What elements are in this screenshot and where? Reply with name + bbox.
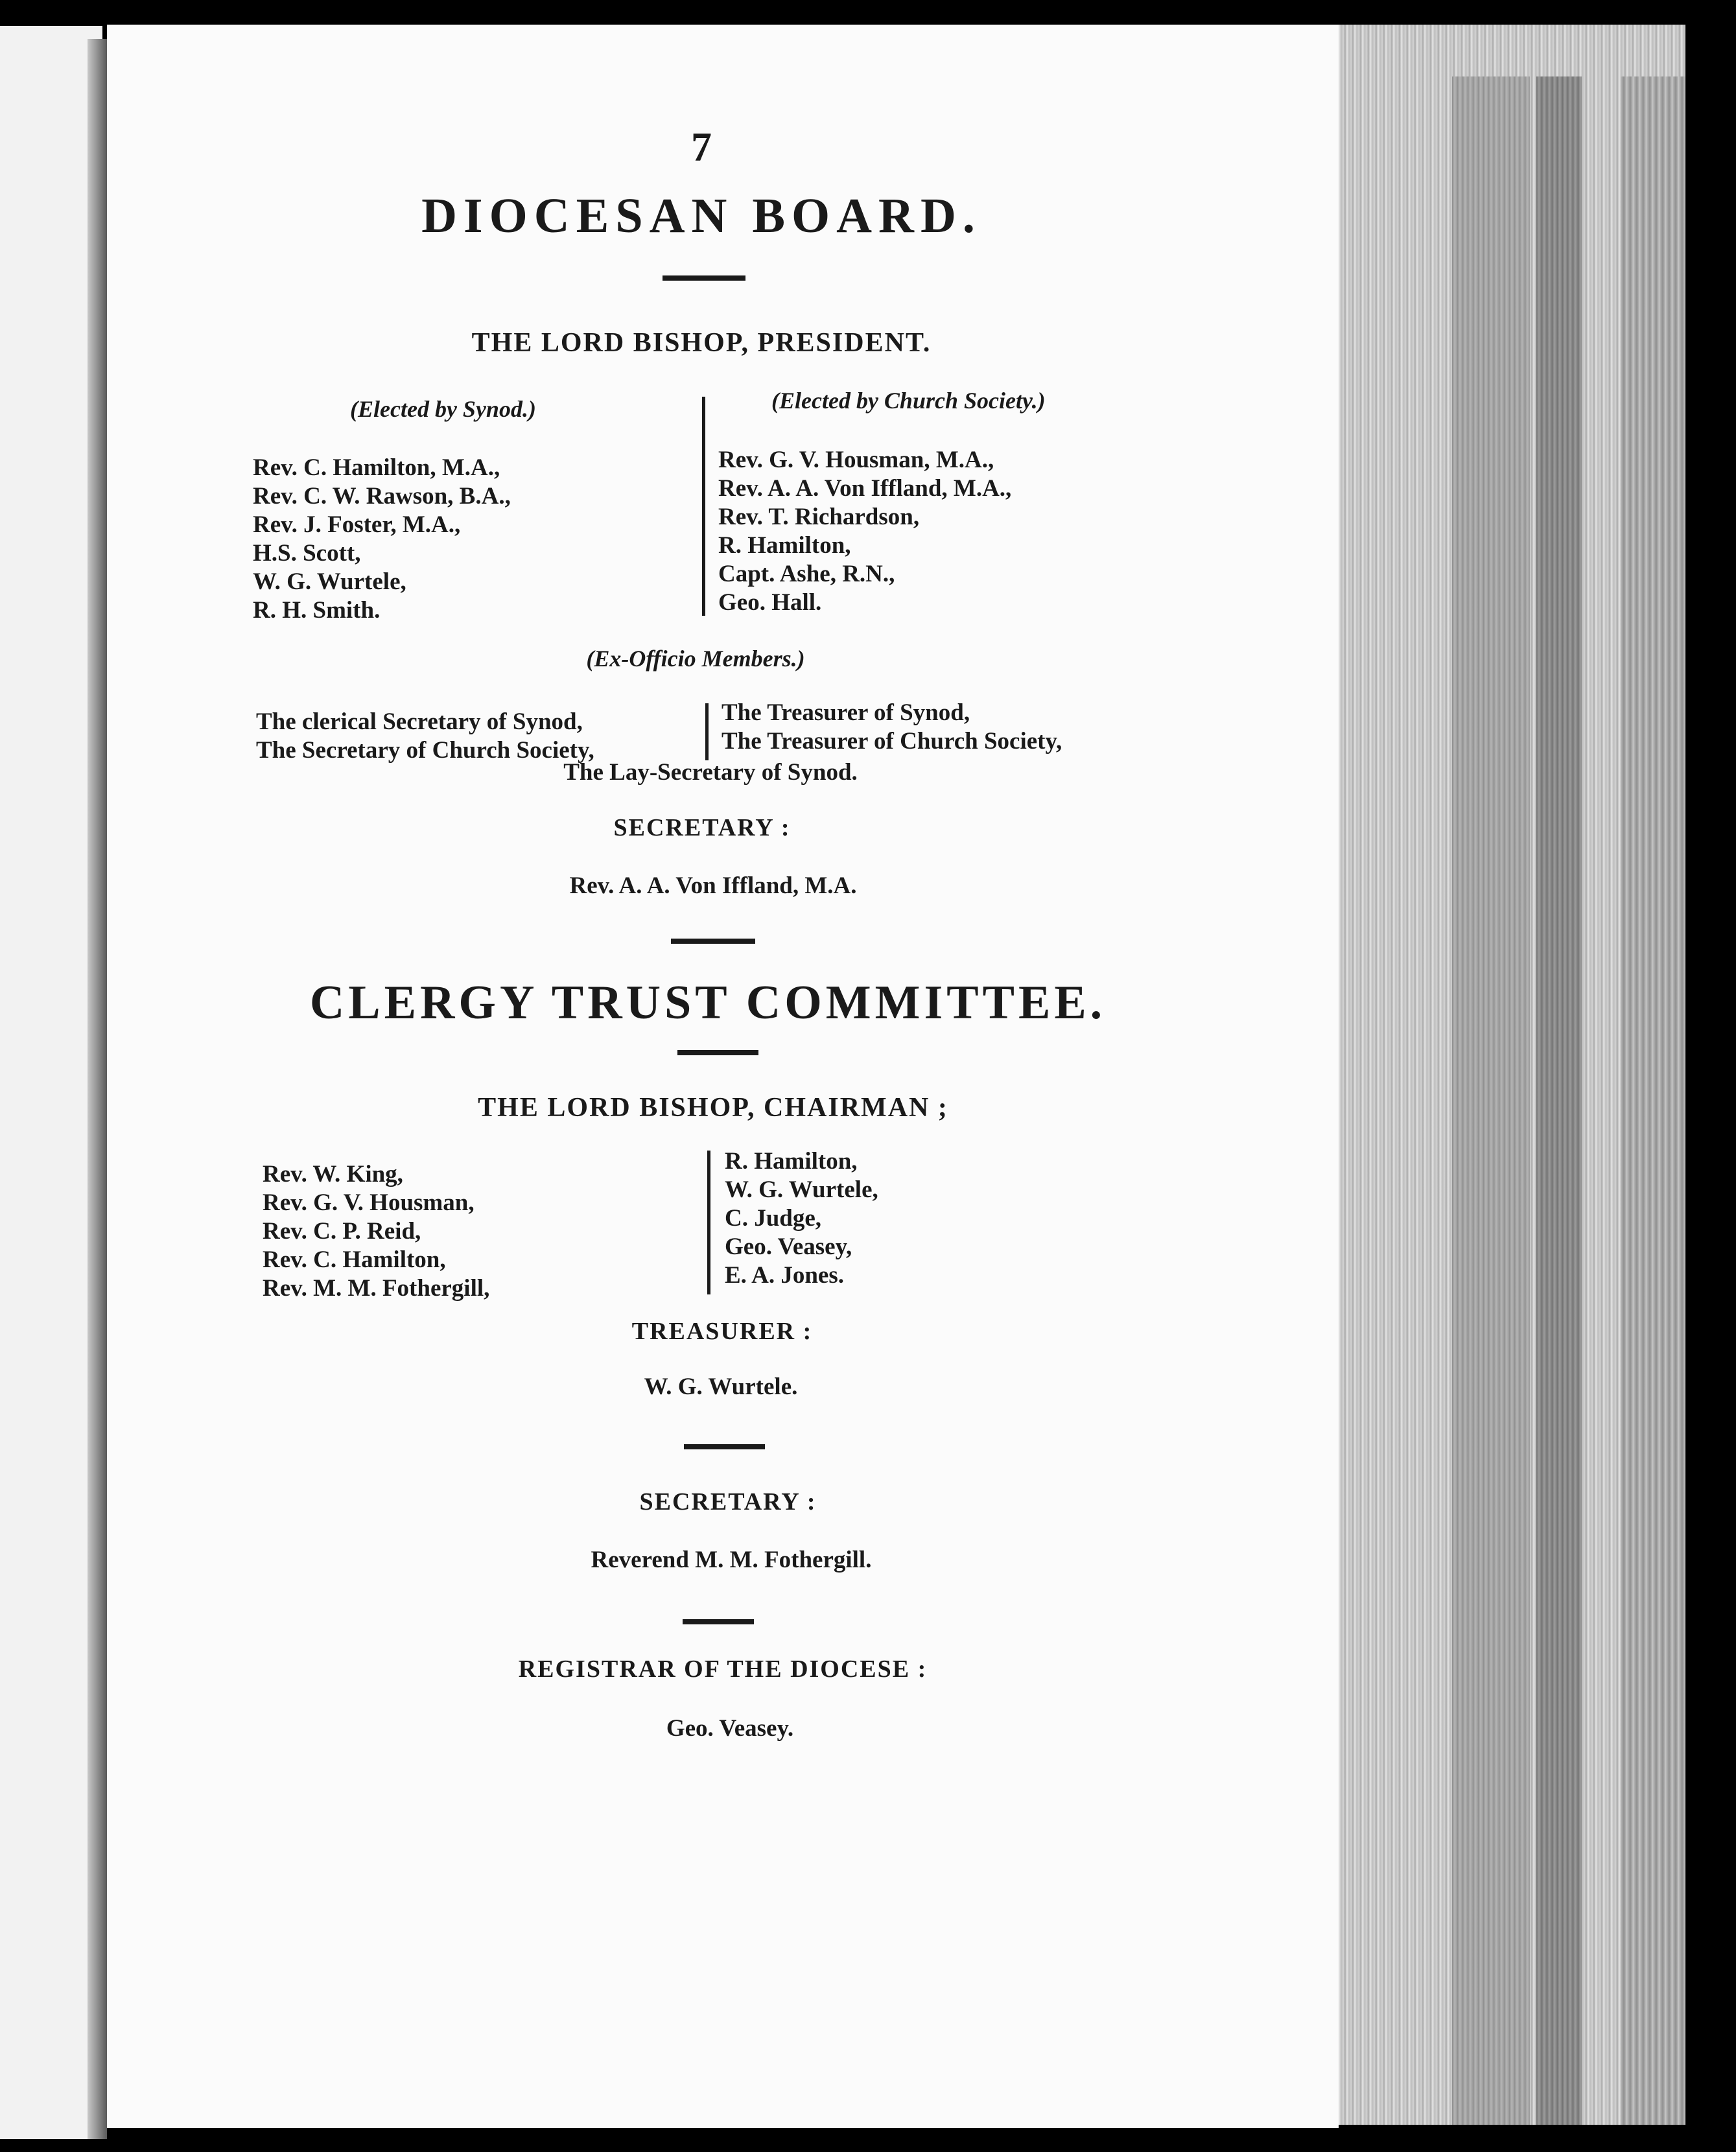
synod-member: H.S. Scott, — [253, 540, 361, 567]
book-gutter — [88, 39, 107, 2139]
column-divider — [702, 397, 705, 616]
ex-officio-member: The clerical Secretary of Synod, — [256, 708, 583, 735]
divider-rule — [677, 1050, 758, 1055]
divider-rule — [683, 1619, 754, 1624]
secretary-name: Rev. A. A. Von Iffland, M.A. — [569, 872, 857, 899]
synod-member: Rev. J. Foster, M.A., — [253, 511, 461, 538]
committee-member: C. Judge, — [725, 1205, 822, 1232]
page-stack-band — [1621, 76, 1685, 2125]
synod-member: Rev. C. W. Rawson, B.A., — [253, 483, 511, 509]
synod-members-list — [253, 454, 511, 625]
clergy-trust-committee-title: CLERGY TRUST COMMITTEE. — [309, 976, 1107, 1029]
diocesan-board-title: DIOCESAN BOARD. — [421, 189, 981, 243]
society-member: Capt. Ashe, R.N., — [718, 561, 895, 587]
divider-rule — [671, 939, 755, 944]
page-number: 7 — [691, 124, 712, 170]
committee-member: Rev. M. M. Fothergill, — [263, 1275, 490, 1302]
secretary-heading: SECRETARY : — [613, 814, 791, 841]
society-member: Rev. G. V. Housman, M.A., — [718, 447, 994, 473]
ex-officio-member: The Treasurer of Church Society, — [721, 728, 1062, 754]
committee-member: Rev. G. V. Housman, — [263, 1189, 475, 1216]
secretary-name: Reverend M. M. Fothergill. — [591, 1547, 872, 1573]
committee-member: E. A. Jones. — [725, 1262, 845, 1289]
ex-officio-right-list — [721, 699, 1062, 756]
divider-rule — [684, 1444, 765, 1449]
column-divider — [707, 1151, 710, 1294]
society-member: Rev. T. Richardson, — [718, 504, 920, 530]
society-member: Rev. A. A. Von Iffland, M.A., — [718, 475, 1012, 502]
committee-member: Geo. Veasey, — [725, 1234, 852, 1260]
ex-officio-member: The Treasurer of Synod, — [721, 699, 970, 726]
society-members-list — [718, 446, 1011, 617]
registrar-heading: REGISTRAR OF THE DIOCESE : — [518, 1655, 928, 1683]
treasurer-name: W. G. Wurtele. — [644, 1374, 798, 1400]
page-stack-band — [1452, 76, 1530, 2125]
divider-rule — [663, 275, 745, 281]
synod-member: R. H. Smith. — [253, 597, 381, 624]
president-line: THE LORD BISHOP, PRESIDENT. — [471, 328, 932, 358]
society-member: Geo. Hall. — [718, 589, 822, 616]
committee-member: W. G. Wurtele, — [725, 1176, 878, 1203]
book-fore-edge — [1335, 25, 1685, 2125]
secretary-heading: SECRETARY : — [639, 1488, 817, 1515]
committee-left-list — [263, 1160, 489, 1303]
committee-member: R. Hamilton, — [725, 1148, 858, 1175]
registrar-name: Geo. Veasey. — [666, 1715, 794, 1742]
committee-member: Rev. C. P. Reid, — [263, 1218, 421, 1245]
ex-officio-member: The Lay-Secretary of Synod. — [563, 759, 858, 786]
committee-member: Rev. W. King, — [263, 1161, 403, 1187]
society-member: R. Hamilton, — [718, 532, 851, 559]
page-stack-band — [1536, 76, 1582, 2125]
elected-by-church-society-heading: (Elected by Church Society.) — [771, 388, 1046, 414]
ex-officio-member: The Secretary of Church Society, — [256, 737, 594, 764]
elected-by-synod-heading: (Elected by Synod.) — [350, 396, 536, 422]
synod-member: W. G. Wurtele, — [253, 568, 406, 595]
committee-member: Rev. C. Hamilton, — [263, 1246, 446, 1273]
chairman-line: THE LORD BISHOP, CHAIRMAN ; — [478, 1093, 948, 1123]
column-divider — [705, 703, 709, 760]
ex-officio-left-list — [256, 708, 594, 765]
ex-officio-heading: (Ex-Officio Members.) — [586, 646, 805, 672]
treasurer-heading: TREASURER : — [631, 1318, 813, 1345]
synod-member: Rev. C. Hamilton, M.A., — [253, 454, 500, 481]
committee-right-list — [725, 1147, 878, 1290]
